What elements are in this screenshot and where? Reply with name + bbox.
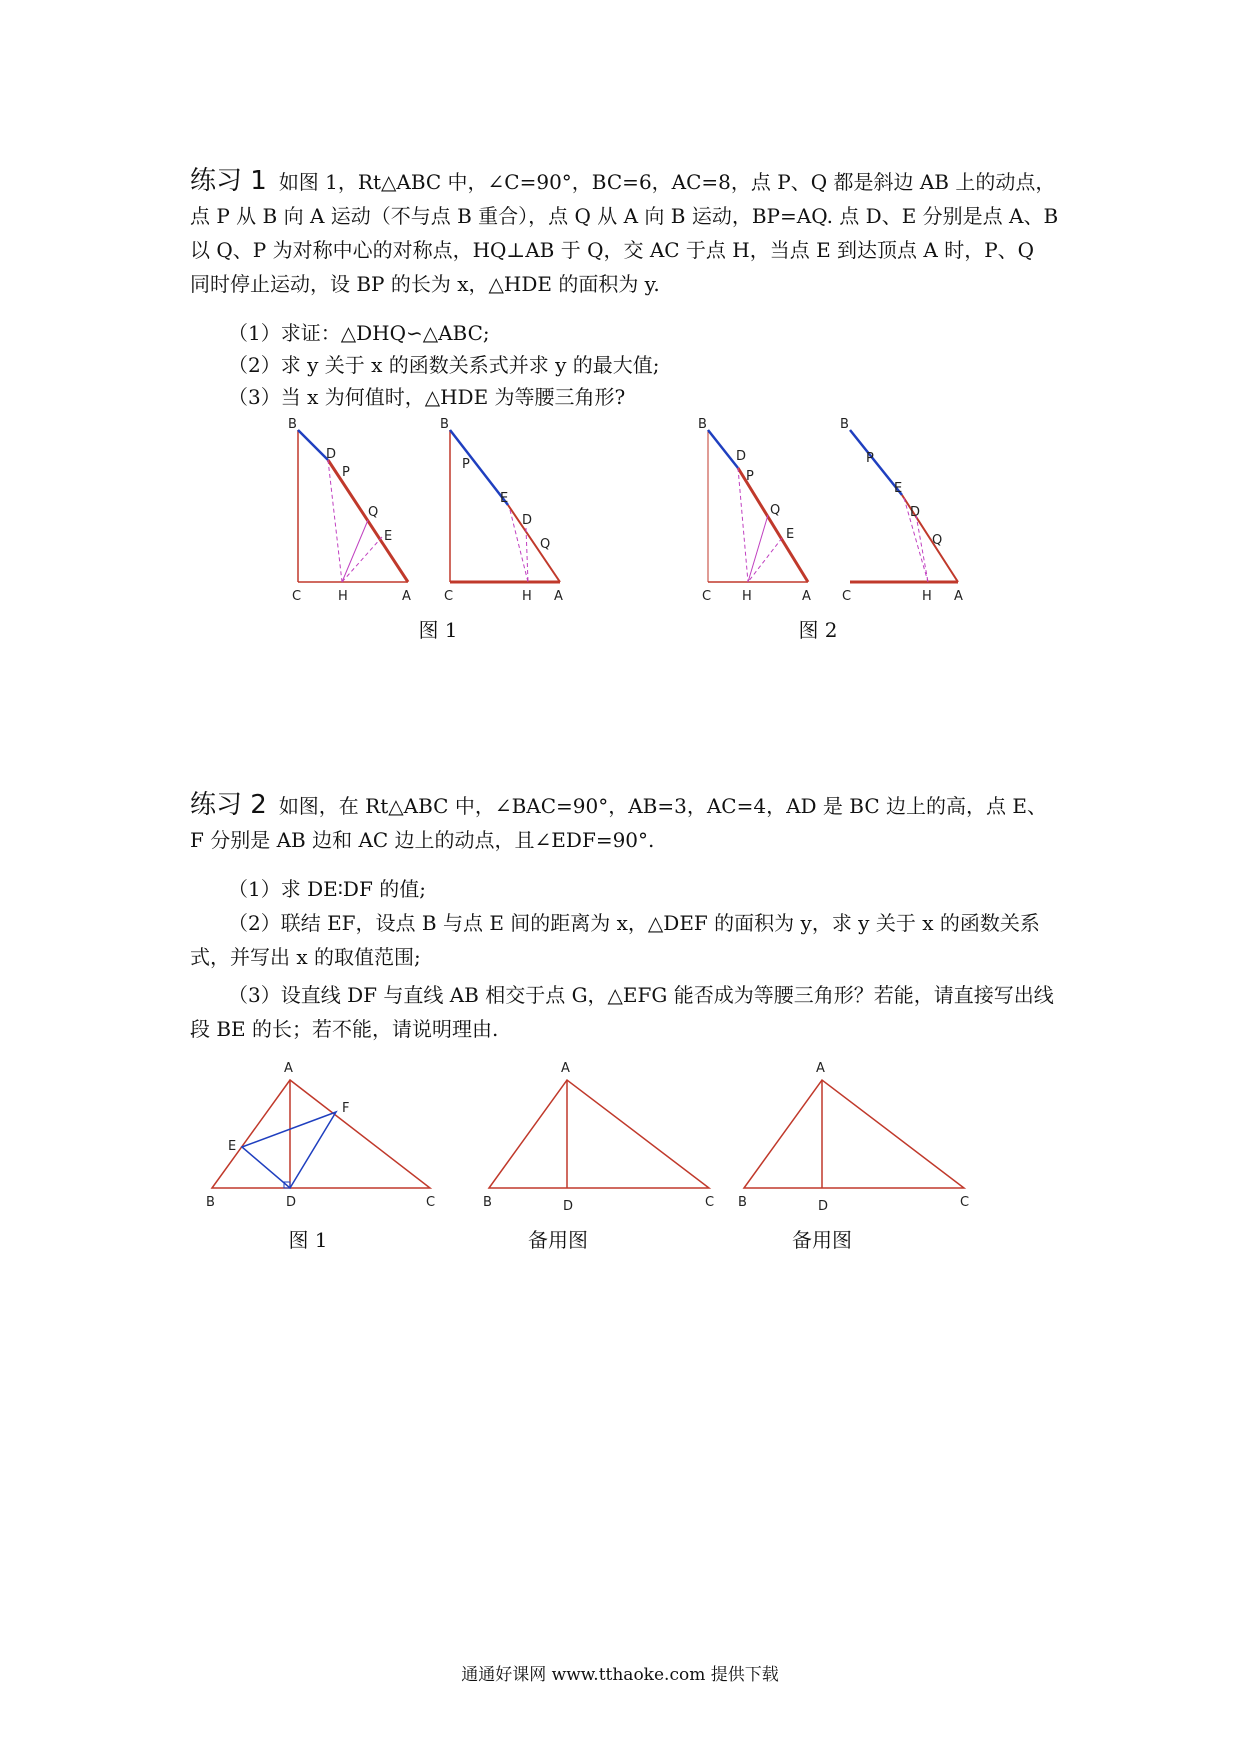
point-label-e: E: [228, 1139, 237, 1154]
label-C: C: [292, 589, 302, 604]
point-label-h: H: [922, 589, 932, 604]
exercise2-question1: （1）求 DE∶DF 的值;: [228, 877, 426, 901]
point-label-h: H: [522, 589, 532, 604]
point-label-d: D: [286, 1195, 297, 1210]
exercise2-question2: （2）联结 EF，设点 B 与点 E 间的距离为 x，△DEF 的面积为 y，求 y 关于 x 的函数关系式，并写出 x 的取值范围;: [190, 911, 1040, 969]
point-label-a: A: [802, 589, 811, 604]
exercise1-body: 如图 1，Rt△ABC 中，∠C=90°，BC=6，AC=8，点 P、Q 都是斜边 AB 上的动点，点 P 从 B 向 A 运动（不与点 B 重合），点 Q 从 A 向 B 运动，BP=AQ. 点 D、E 分别是点 A、B 以 Q、P 为对称中心的对称点，HQ⊥AB 于 Q，交 AC 于点 H，当点 E 到达顶点 A 时，P、Q 同时停止运动，设 BP 的长为 x，△HDE 的面积为 y.: [190, 170, 1059, 296]
point-label-a: A: [816, 1061, 825, 1076]
point-label-c: C: [702, 589, 712, 604]
exercise2-body: 如图，在 Rt△ABC 中，∠BAC=90°，AB=3，AC=4，AD 是 BC 边上的高，点 E、F 分别是 AB 边和 AC 边上的动点，且∠EDF=90°.: [190, 794, 1047, 852]
label-Q: Q: [368, 505, 379, 520]
exercise2-figure-spare1: [475, 1050, 725, 1214]
point-label-q: Q: [932, 533, 943, 548]
point-label-b: B: [698, 417, 707, 432]
exercise1-caption2: 图 2: [798, 618, 838, 642]
exercise2-caption1: 图 1: [288, 1228, 328, 1252]
point-label-e: E: [500, 491, 509, 506]
exercise2-figure-spare2: [730, 1050, 980, 1214]
label-A: A: [402, 589, 411, 604]
point-label-e: E: [894, 481, 903, 496]
point-label-p: P: [866, 451, 874, 466]
point-label-h: H: [742, 589, 752, 604]
label-B: B: [288, 417, 297, 432]
exercise1-heading: 练习 1: [190, 166, 267, 196]
exercise2-caption3: 备用图: [792, 1228, 852, 1252]
point-label-a: A: [561, 1061, 570, 1076]
exercise1-figure1a: [280, 410, 430, 610]
label-E: E: [384, 529, 393, 544]
point-label-a: A: [284, 1061, 293, 1076]
label-H: H: [338, 589, 348, 604]
point-label-b: B: [440, 417, 449, 432]
exercise1-question1: （1）求证：△DHQ∽△ABC;: [228, 321, 490, 345]
point-label-p: P: [746, 469, 754, 484]
point-label-c: C: [960, 1195, 970, 1210]
exercise1-question2: （2）求 y 关于 x 的函数关系式并求 y 的最大值;: [228, 353, 660, 377]
point-label-c: C: [444, 589, 454, 604]
point-label-b: B: [206, 1195, 215, 1210]
exercise2-heading: 练习 2: [190, 790, 267, 820]
exercise2-text: [190, 788, 1060, 857]
exercise1-figure1b: [430, 410, 580, 610]
point-label-d: D: [736, 449, 747, 464]
exercise1-caption1: 图 1: [418, 618, 458, 642]
label-P: P: [342, 465, 350, 480]
point-label-a: A: [554, 589, 563, 604]
exercise1-question3: （3）当 x 为何值时，△HDE 为等腰三角形?: [228, 385, 626, 409]
point-label-d: D: [818, 1199, 829, 1214]
point-label-f: F: [342, 1101, 350, 1116]
exercise1-figure2b: [830, 410, 980, 610]
point-label-b: B: [483, 1195, 492, 1210]
point-label-d: D: [522, 513, 533, 528]
point-label-p: P: [462, 457, 470, 472]
point-label-d: D: [910, 505, 921, 520]
point-label-q: Q: [540, 537, 551, 552]
point-label-c: C: [842, 589, 852, 604]
point-label-a: A: [954, 589, 963, 604]
point-label-q: Q: [770, 503, 781, 518]
label-D: D: [326, 447, 337, 462]
point-label-c: C: [426, 1195, 436, 1210]
point-label-c: C: [705, 1195, 715, 1210]
exercise2-figure1: [200, 1050, 440, 1210]
point-label-b: B: [840, 417, 849, 432]
point-label-b: B: [738, 1195, 747, 1210]
exercise2-caption2: 备用图: [528, 1228, 588, 1252]
exercise2-question3: （3）设直线 DF 与直线 AB 相交于点 G，△EFG 能否成为等腰三角形？若能，请直接写出线段 BE 的长；若不能，请说明理由.: [190, 983, 1054, 1041]
exercise1-figure2a: [690, 410, 840, 610]
point-label-d: D: [563, 1199, 574, 1214]
page-footer: 通通好课网 www.tthaoke.com 提供下载: [461, 1665, 779, 1685]
point-label-e: E: [786, 527, 795, 542]
exercise1-text: [190, 164, 1060, 301]
